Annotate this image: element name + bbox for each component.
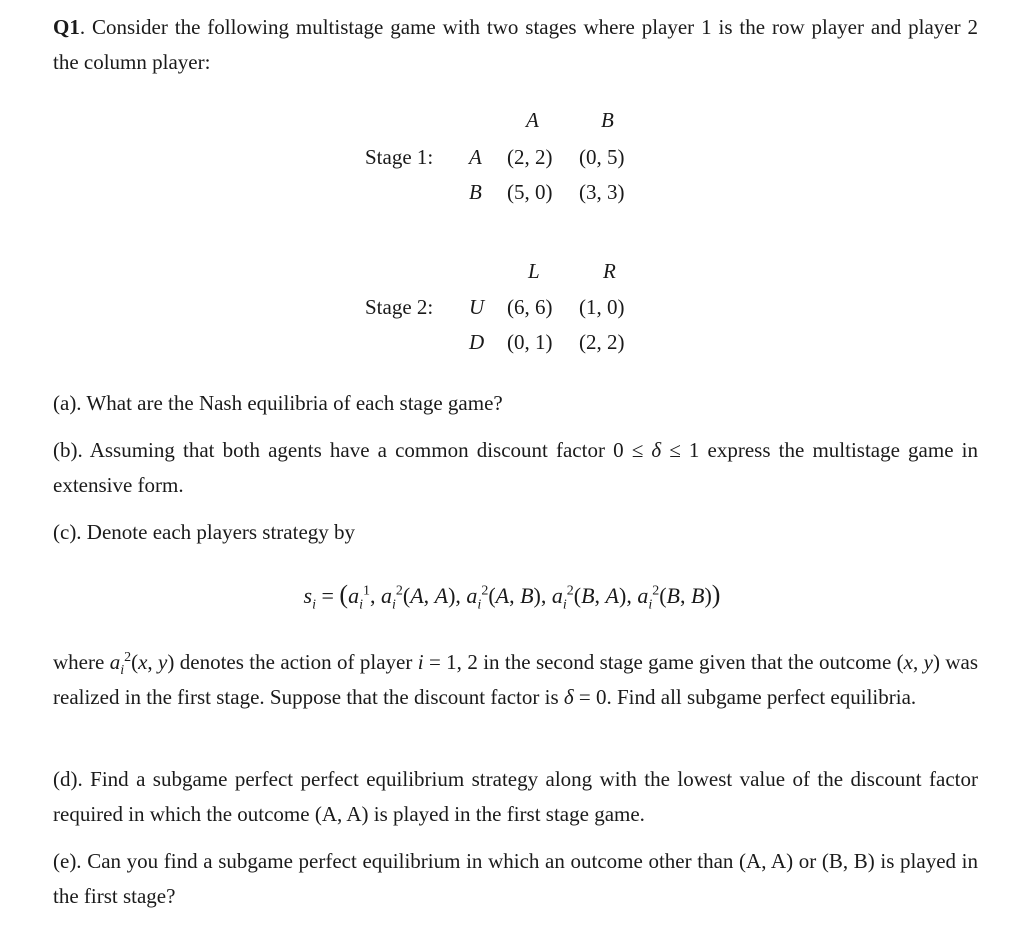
part-a: (a). What are the Nash equilibria of each stage game?	[53, 391, 503, 415]
where-text-2: denotes the action of player	[174, 650, 418, 674]
where-text-3: = 1, 2 in the second stage game given that the outcome	[423, 650, 897, 674]
stage1-row-header-a: A	[469, 145, 482, 169]
strategy-formula: $s_i = (a_i^1$, $a_i^2(A$, A), $a_i^2(A$, B), $a_i^2(B$, A), $a_i^2(B$, B))	[303, 580, 721, 613]
question-intro	[53, 10, 978, 80]
question-intro-text: . Consider the following multistage game with two stages where player 1 is the row player and player 2 the column player:	[53, 15, 978, 74]
part-c-where: where $a_i^2(x$, y) denotes the action of player i = 1, 2 in the second stage game given that the outcome (x, y) was realized in the first stage. Suppose that the discount factor is δ = 0. Find all subgame perfect equilibria.	[53, 650, 978, 709]
part-b	[53, 433, 978, 503]
part-e: (e). Can you find a subgame perfect equilibrium in which an outcome other than (A, A) or (B, B) is played in the first stage?	[53, 849, 978, 908]
part-d: (d). Find a subgame perfect perfect equilibrium strategy along with the lowest value of the discount factor required in which the outcome (A, A) is played in the first stage game.	[53, 767, 978, 826]
stage2-cell-dl: (0, 1)	[507, 330, 553, 354]
stage1-cell-aa: (2, 2)	[507, 145, 553, 169]
stage1-row-header-b: B	[469, 180, 482, 204]
where-text-4: was realized in the first stage. Suppose that the discount factor is	[53, 650, 978, 709]
stage1-label: Stage 1:	[365, 145, 434, 169]
part-b-text-1: (b). Assuming that both agents have a common discount factor 0 ≤	[53, 438, 652, 462]
stage2-row-header-u: U	[469, 295, 485, 319]
stage2-col-header-r: R	[603, 259, 616, 283]
part-c: (c). Denote each players strategy by	[53, 520, 356, 544]
stage1-cell-ba: (5, 0)	[507, 180, 553, 204]
stage2-col-header-l: L	[528, 259, 540, 283]
stage1-cell-bb: (3, 3)	[579, 180, 625, 204]
where-text-1: where	[53, 650, 110, 674]
stage1-cell-ab: (0, 5)	[579, 145, 625, 169]
stage2-cell-dr: (2, 2)	[579, 330, 625, 354]
stage1-col-header-a: A	[526, 108, 539, 132]
stage2-cell-ur: (1, 0)	[579, 295, 625, 319]
stage2-row-header-d: D	[469, 330, 485, 354]
part-b-delta: δ	[651, 438, 662, 462]
where-text-5: = 0. Find all subgame perfect equilibria.	[573, 685, 917, 709]
stage2-cell-ul: (6, 6)	[507, 295, 553, 319]
stage1-col-header-b: B	[601, 108, 614, 132]
part-b-text-2: ≤ 1 express the multistage game in extensive form.	[53, 438, 978, 497]
question-number: Q1	[53, 15, 80, 39]
stage2-label: Stage 2:	[365, 295, 434, 319]
